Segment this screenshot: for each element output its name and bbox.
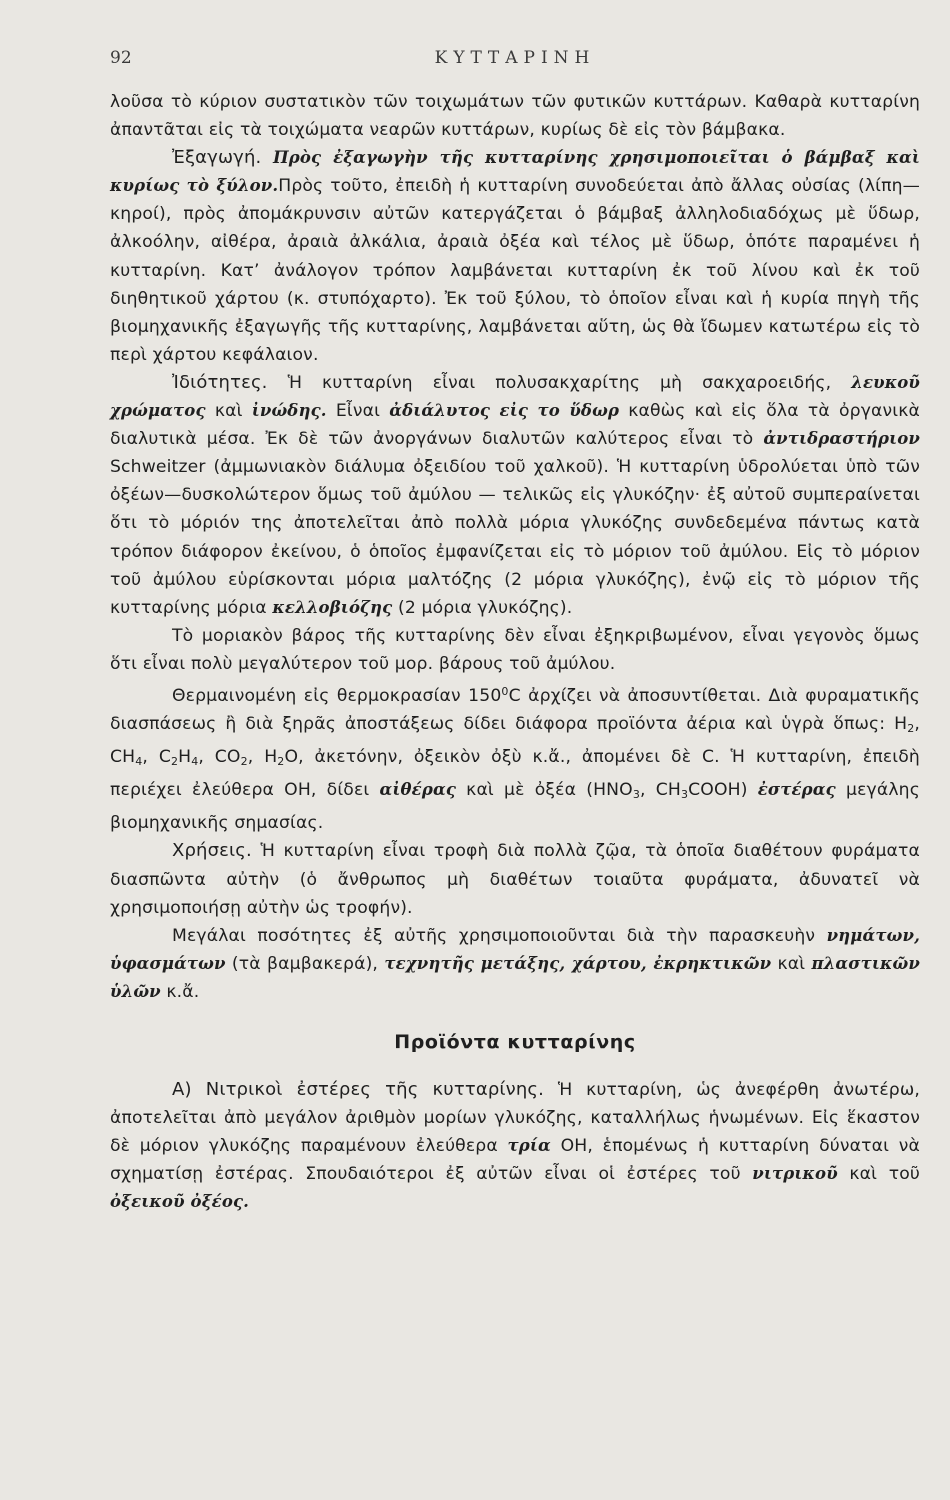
text-run: κ.ἄ. [166,981,200,1002]
paragraph-nitric-esters [110,1076,920,1216]
text-run: Πρὸς τοῦτο, ἐπειδὴ ἡ κυτταρίνη συνοδεύεται ἀπὸ ἄλλας οὐσίας (λίπη—κηροί), πρὸς ἀπομάκρυνσιν αὐτῶν κατεργάζεται ὁ βάμβαξ ἀλληλοδιαδόχως μὲ ὕδωρ, ἀλκοόλην, αἰθέρα, ἀραιὰ ἀλκάλια, ἀραιὰ ὀξέα καὶ τέλος μὲ ὕδωρ, ὁπότε παραμένει ἡ κυτταρίνη. Κατ’ ἀνάλογον τρόπον λαμβάνεται κυτταρίνη ἐκ τοῦ λίνου καὶ ἐκ τοῦ διηθητικοῦ χάρτου (κ. στυπόχαρτο). Ἐκ τοῦ ξύλου, τὸ ὁποῖον εἶναι καὶ ἡ κυρία πηγὴ τῆς βιομηχανικῆς ἐξαγωγῆς τῆς κυτταρίνης, λαμβάνεται αὕτη, ὡς θὰ ἴδωμεν κατωτέρω εἰς τὸ περὶ χάρτου κεφάλαιον. [110,176,920,365]
text-run: μεγάλης βιομηχανικῆς σημασίας. [110,780,920,834]
text-run: (2 μόρια γλυκόζης). [398,597,573,618]
text-run: λοῦσα τὸ κύριον συστατικὸν τῶν τοιχωμάτων τῶν φυτικῶν κυττάρων. Καθαρὰ κυτταρίνη ἀπαντᾶται εἰς τὰ τοιχώματα νεαρῶν κυττάρων, κυρίως δὲ εἰς τὸν βάμβακα. [110,92,920,141]
emphasis-text: κελλοβιόζης [272,597,393,617]
properties-heading: Ἰδιότητες. [172,371,268,393]
paragraph-extraction [110,144,920,369]
text-run: Εἶναι [335,401,381,422]
page-number: 92 [110,48,132,68]
emphasis-text: ἰνώδης. [251,401,327,421]
emphasis-text: τεχνητῆς μετάξης, χάρτου, ἐκρηκτικῶν [384,953,772,973]
text-run: OH, ἑπομένως ἡ κυτταρίνη δύναται νὰ σχηματίσῃ ἐστέρας. Σπουδαιότεροι ἐξ αὐτῶν εἶναι οἱ ἐστέρες τοῦ [110,1136,920,1185]
paragraph-decomposition [110,678,920,837]
text-run: καὶ τοῦ [849,1164,920,1185]
text-run: Θερμαινομένη εἰς θερμοκρασίαν 150 [172,685,502,706]
text-run: COOH) [688,780,748,801]
paragraph-industrial-uses [110,922,920,1006]
superscript: 0 [501,684,509,698]
subscript: 2 [240,755,248,769]
text-run: καὶ μὲ ὀξέα (HNO [466,780,633,801]
emphasis-text: λευκοῦ χρώματος [110,372,920,421]
paragraph-cellulose-definition [110,88,920,144]
subscript: 3 [680,788,689,802]
running-title: ΚΥΤΤΑΡΙΝΗ [434,48,596,68]
text-run: H [178,747,192,768]
text-run: , C [142,747,171,768]
text-run: , CH [110,714,920,768]
text-run: , CO [198,747,241,768]
section-heading: Προϊόντα κυτταρίνης [394,1031,636,1053]
emphasis-text: ὀξεικοῦ ὀξέος. [110,1192,250,1212]
nitric-esters-heading: Α) Νιτρικοὶ ἐστέρες τῆς κυτταρίνης. [172,1079,544,1101]
text-run: , H [247,747,278,768]
text-run: Ἡ κυτταρίνη εἶναι τροφὴ διὰ πολλὰ ζῷα, τὰ ὁποῖα διαθέτουν φυράματα διασπῶντα αὐτὴν (ὁ ἄνθρωπος μὴ διαθέτων τοιαῦτα φυράματα, ἀδυνατεῖ νὰ χρησιμοποιήσῃ αὐτὴν ὡς τροφήν). [110,841,920,918]
text-run: Τὸ μοριακὸν βάρος τῆς κυτταρίνης δὲν εἶναι ἐξηκριβωμένον, εἶναι γεγονὸς ὅμως ὅτι εἶναι πολὺ μεγαλύτερον τοῦ μορ. βάρους τοῦ ἀμύλου. [110,625,920,674]
subscript: 2 [907,722,915,736]
emphasis-text: τρία [507,1136,551,1156]
emphasis-text: νημάτων, ὑφασμάτων [110,925,920,973]
uses-heading: Χρήσεις. [172,840,252,862]
text-run: , CH [639,780,681,801]
emphasis-text: ἐστέρας [757,780,836,800]
text-run: (τὰ βαμβακερά), [231,953,379,974]
text-run: καὶ [777,953,806,974]
emphasis-text: Πρὸς ἐξαγωγὴν τῆς κυτταρίνης χρησιμοποιεῖται ὁ βάμβαξ καὶ κυρίως τὸ ξύλον. [110,148,920,196]
extraction-heading: Ἐξαγωγή. [172,147,262,169]
emphasis-text: νιτρικοῦ [752,1164,838,1184]
emphasis-text: ἀντιδραστήριον [763,429,920,449]
text-run: Ἡ κυτταρίνη εἶναι πολυσακχαρίτης μὴ σακχαροειδής, [287,372,832,393]
subscript: 3 [632,788,640,802]
text-run: C ἀρχίζει νὰ ἀποσυντίθεται. Διὰ φυραματικῆς διασπάσεως ἢ διὰ ξηρᾶς ἀποστάξεως δίδει διάφορα προϊόντα ἀέρια καὶ ὑγρὰ ὅπως: H [110,685,920,735]
paragraph-molecular-weight [110,622,920,678]
subscript: 2 [170,755,179,769]
paragraph-properties [110,369,920,622]
emphasis-text: ἀδιάλυτος εἰς το ὕδωρ [389,401,620,421]
page-header [110,48,920,88]
text-run: Schweitzer (ἀμμωνιακὸν διάλυμα ὀξειδίου τοῦ χαλκοῦ). Ἡ κυτταρίνη ὑδρολύεται ὑπὸ τῶν ὀξέων—δυσκολώτερον ὅμως τοῦ ἀμύλου — τελικῶς εἰς γλυκόζην· ἐξ αὐτοῦ συμπεραίνεται ὅτι τὸ μόριόν της ἀποτελεῖται ἀπὸ πολλὰ μόρια γλυκόζης συνδεδεμένα πάντως κατὰ τρόπον διάφορον ἐκείνου, ὁ ὁποῖος ἐμφανίζεται εἰς τὸ μόριον τοῦ ἀμύλου. Εἰς τὸ μόριον τοῦ ἀμύλου εὑρίσκονται μόρια μαλτόζης (2 μόρια γλυκόζης), ἐνῷ εἰς τὸ μόριον τῆς κυτταρίνης μόρια [110,457,920,618]
text-run: καὶ [214,401,243,422]
subscript: 2 [277,755,285,769]
paragraph-uses [110,837,920,921]
text-run: Ἡ κυτταρίνη, ὡς ἀνεφέρθη ἀνωτέρω, ἀποτελεῖται ἀπὸ μεγάλον ἀριθμὸν μορίων γλυκόζης, καταλλήλως ἡνωμένων. Εἰς ἕκαστον δὲ μόριον γλυκόζης παραμένουν ἐλεύθερα [110,1080,920,1157]
emphasis-text: πλαστικῶν ὑλῶν [110,953,920,1001]
text-run: καθὼς καὶ εἰς ὅλα τὰ ὀργανικὰ διαλυτικὰ μέσα. Ἐκ δὲ τῶν ἀνοργάνων διαλυτῶν καλύτερος εἶναι τὸ [110,401,920,450]
emphasis-text: αἰθέρας [379,780,457,800]
subscript: 4 [191,755,199,769]
subscript: 4 [135,755,143,769]
text-run: O, ἀκετόνην, ὀξεικὸν ὀξὺ κ.ἄ., ἀπομένει δὲ C. Ἡ κυτταρίνη, ἐπειδὴ περιέχει ἐλεύθερα OH, δίδει [110,747,920,801]
body-text [110,88,920,1217]
text-run: Μεγάλαι ποσότητες ἐξ αὐτῆς χρησιμοποιοῦνται διὰ τὴν παρασκευὴν [172,925,816,946]
